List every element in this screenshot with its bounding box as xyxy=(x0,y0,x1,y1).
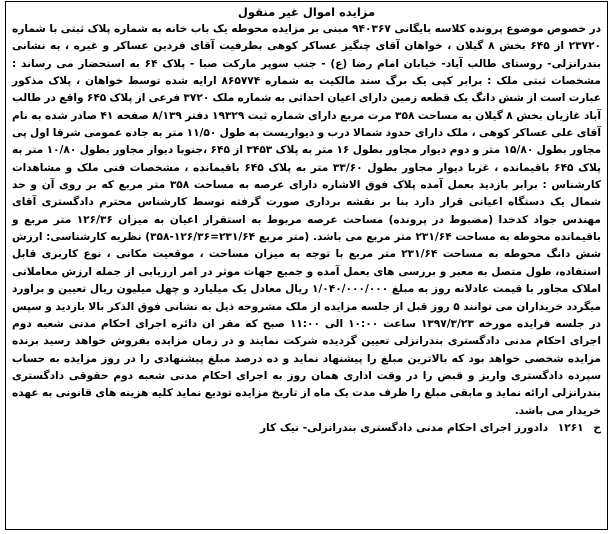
legal-notice xyxy=(5,1,608,530)
footer-code: ح xyxy=(593,421,601,434)
notice-body: در خصوص موضوع پرونده کلاسه بایگانی ۹۴۰۳۶۷ مبنی بر مزایده محوطه یک باب خانه به شماره پلاک ثبتی با شماره ۲۳۷۲۰ از ۶۴۵ بخش ۸ گیلان ، خواهان آقای چنگیز عساکر کوهی بطرفیت آقای فردین عساکر و غیره ، به نشانی بندرانزلی- روستای طالب آباد- خیابان امام رضا (ع) - جنب سوپر مارکت صبا - پلاک ۶۴ به استحضار می رساند : مشخصات ثبتی ملک : برابر کپی یک برگ سند مالکیت به شماره ۸۶۵۷۷۴ ارایه شده توسط خواهان ، پلاک مذکور عبارت است از شش دانگ یک قطعه زمین دارای اعیان احداثی به شماره ملک ۳۷۲۰ فرعی از پلاک ۶۴۵ واقع در طالب آباد غازیان بخش ۸ گیلان به مساحت ۳۵۸ مرت مربع دارای شماره ثبت ۱۹۳۲۹ دفتر ۸/۱۳۹ صفحه ۴۱ صادر شده به نام آقای علی عساکر کوهی ، ملک دارای حدود شمالا درب و دیواریست به طول ۱۱/۵۰ متر به جاده عمومی شرقا اول پی مجاور بطول ۱۵/۸۰ متر و دوم دیوار مجاور بطول ۱۶ متر به پلاک ۳۴۵۳ از ۶۴۵ ،جنوبا دیوار مجاور بطول ۱۰/۸۰ متر به پلاک ۶۴۵ باقیمانده ، غربا دیوار مجاور بطول ۳۳/۶۰ متر به پلاک ۶۴۵ باقیمانده ، مشخصات فنی ملک و مشاهدات کارشناس : برابر بازدید بعمل آمده پلاک فوق الاشاره دارای عرصه به مساحت ۳۵۸ متر مربع که بر روی آن و حد شمال یک دستگاه اعیانی قرار دارد بنا بر نقشه برداری صورت گرفته توسط کارشناس محترم دادگستری آقای مهندس جواد کدخدا (مضبوط در پرونده) مساحت عرصه مربوط به استقرار اعیان به میزان ۱۲۶/۳۶ متر مربع و باقیمانده محوطه به مساحت ۲۳۱/۶۴ متر مربع می باشد. (متر مربع ۲۳۱/۶۴=۱۲۶/۳۶-۳۵۸) نظریه کارشناسی: ارزش شش دانگ محوطه به مساحت ۲۳۱/۶۴ متر مربع با توجه به میزان مساحت ، موقعیت مکانی ، نوع کاربری قابل استفاده، طول متصل به معبر و بررسی های بعمل آمده و جمیع جهات موثر در امر ارزیابی از جمله ارزش معاملاتی املاک مجاور با قیمت عادلانه روز به مبلغ ۱/۰۴۰/۰۰۰/۰۰۰ ریال معادل یک میلیارد و چهل میلیون ریال تعیین و براورد میگردد خریداران می توانند ۵ روز قبل از جلسه مزایده از ملک مشروحه ذیل به نشانی فوق الذکر بالا بازدید و سپس در جلسه فرایده مورخه ۱۳۹۷/۳/۲۳ ساعت ۱۰:۰۰ الی ۱۱:۰۰ صبح که مقر ان دائره اجرای احکام مدنی شعبه دوم اجرای احکام مدنی دادگستری بندرانزلی تعیین گردیده شرکت نمایند و در زمان مزایده بفروش خواهد رسید برنده مزایده شخصی خواهد بود که بالاترین مبلغ را پیشنهاد نماید و ده درصد مبلغ پیشنهادی را در روز مزایده به حساب سپرده دادگستری واریز و قبض را در وقت اداری همان روز به اجرای احکام مدنی شعبه دوم حقوقی دادگستری بندرانزلی ارائه نماید و مابقی مبلغ را ظرف مدت یک ماه از تاریخ مزایده تودیع نماید کلیه هزینه های قانونی به عهده خریدار می باشد. xyxy=(12,23,602,417)
footer-signature: دادورز اجرای احکام مدنی دادگستری بندرانزلی- نیک کار xyxy=(259,421,549,434)
notice-footer xyxy=(12,420,601,437)
footer-number: ۱۲۶۱ xyxy=(557,421,584,434)
notice-title: مزایده اموال غیر منقول xyxy=(237,5,376,19)
